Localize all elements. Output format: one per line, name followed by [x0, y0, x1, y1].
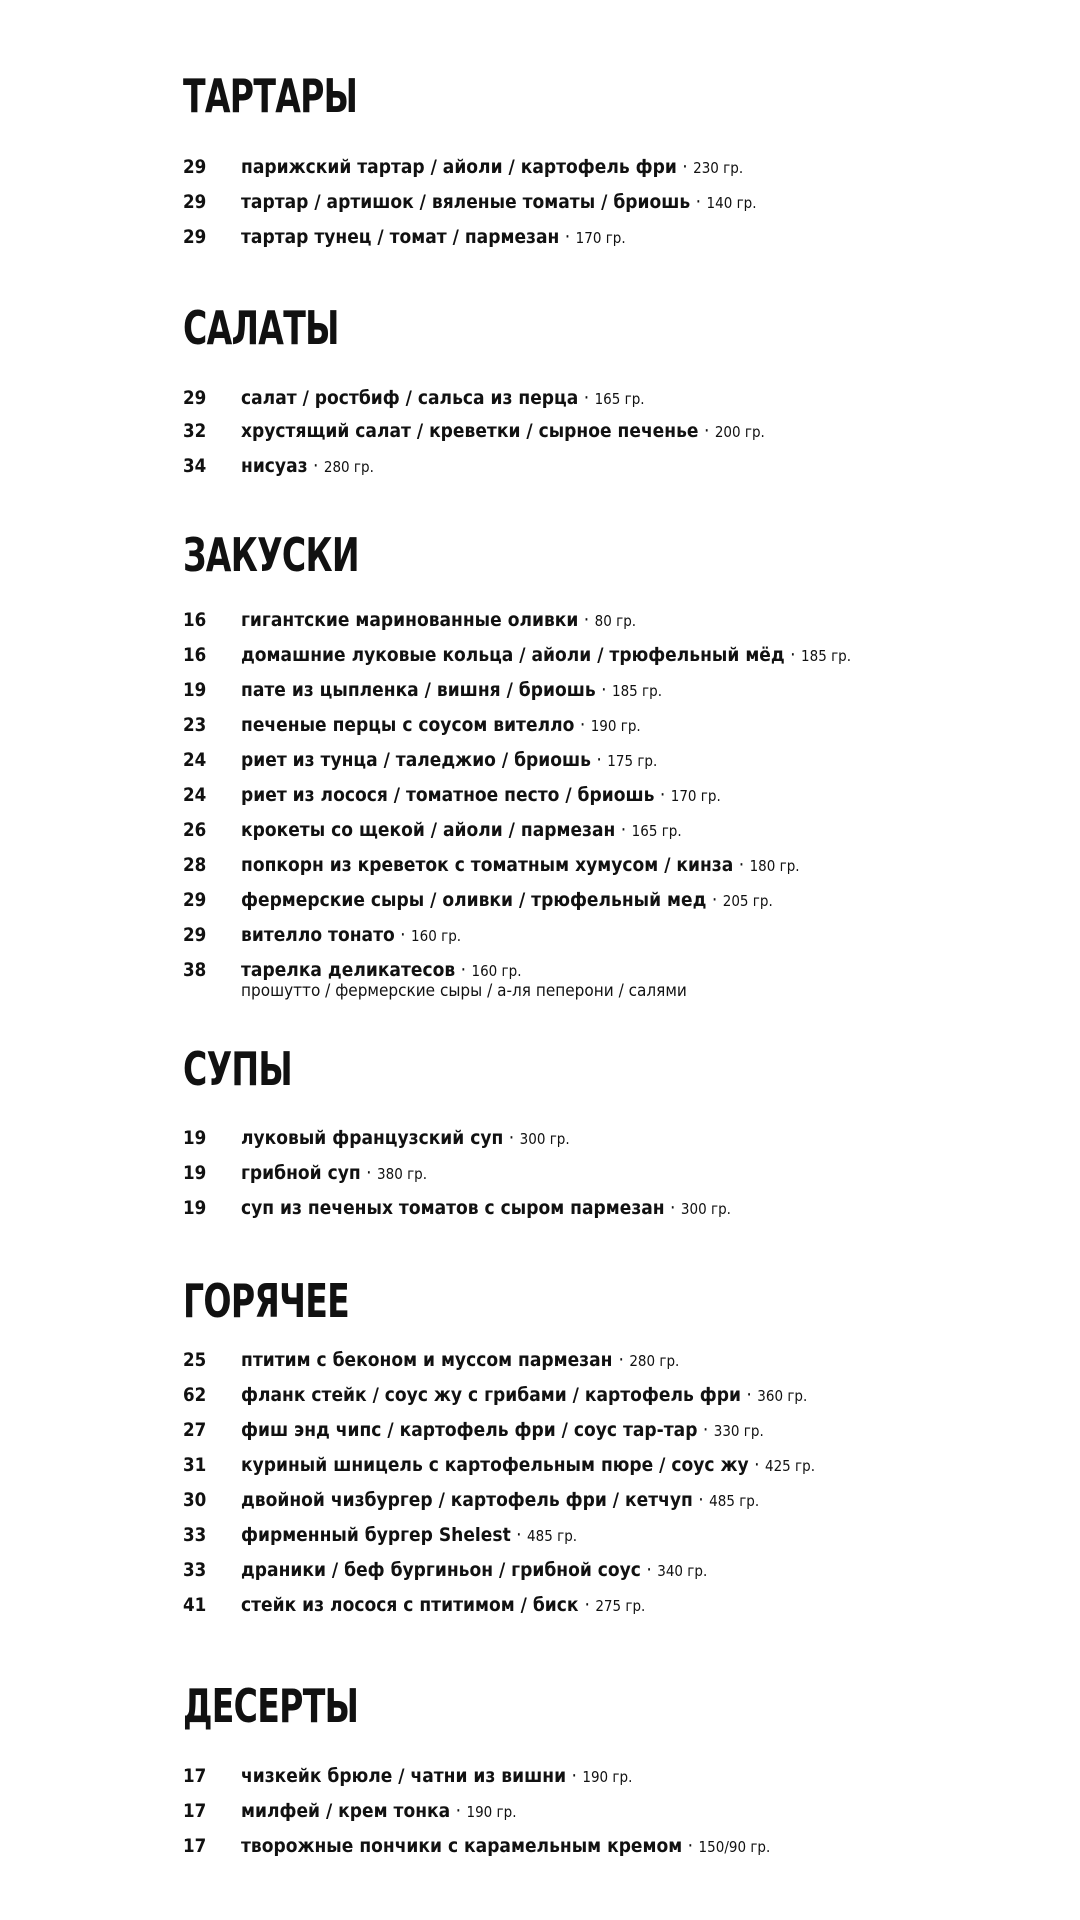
item-weight: 425 гр. [764, 1457, 816, 1475]
item-price: 19 [183, 1162, 207, 1184]
item-name: тартар тунец / томат / пармезан [241, 226, 560, 248]
item-line: домашние луковые кольца / айоли / трюфельный мёд · 185 гр. [241, 644, 852, 666]
menu-item [0, 709, 1080, 741]
item-price: 17 [183, 1835, 207, 1857]
item-line: фланк стейк / соус жу с грибами / картофель фри · 360 гр. [241, 1384, 808, 1406]
item-name: салат / ростбиф / сальса из перца [241, 387, 579, 409]
menu-item [0, 1589, 1080, 1621]
item-name: грибной суп [241, 1162, 361, 1184]
item-line: тарелка деликатесов · 160 гр. [241, 959, 522, 981]
menu-item [0, 1519, 1080, 1551]
menu-item [0, 221, 1080, 253]
item-weight: 175 гр. [607, 752, 658, 770]
menu-item [0, 639, 1080, 671]
menu-item [0, 1414, 1080, 1446]
item-weight: 180 гр. [749, 857, 800, 875]
item-weight: 340 гр. [657, 1562, 708, 1580]
menu-item [0, 1122, 1080, 1154]
item-price: 19 [183, 1127, 207, 1149]
item-name: тартар / артишок / вяленые томаты / бриошь [241, 191, 691, 213]
item-price: 25 [183, 1349, 207, 1371]
item-price: 17 [183, 1765, 207, 1787]
item-weight: 190 гр. [466, 1803, 517, 1821]
item-line: парижский тартар / айоли / картофель фри · 230 гр. [241, 156, 744, 178]
menu-item [0, 186, 1080, 218]
item-price: 26 [183, 819, 207, 841]
item-price: 30 [183, 1489, 207, 1511]
item-name: стейк из лосося с птитимом / биск [241, 1594, 585, 1616]
item-name: фланк стейк / соус жу с грибами / картофель фри [241, 1384, 741, 1406]
item-weight: 170 гр. [575, 229, 626, 247]
item-line: риет из лосося / томатное песто / бриошь · 170 гр. [241, 784, 721, 806]
menu-item [0, 415, 1080, 447]
item-name: пате из цыпленка / вишня / бриошь [241, 679, 596, 701]
item-weight: 170 гр. [670, 787, 721, 805]
menu-item [0, 919, 1080, 951]
menu-item [0, 151, 1080, 183]
item-name: суп из печеных томатов с сыром пармезан [241, 1197, 665, 1219]
menu-item [0, 779, 1080, 811]
item-name: тарелка деликатесов [241, 959, 456, 981]
item-weight: 165 гр. [594, 390, 645, 408]
item-name: попкорн из креветок с томатным хумусом / кинза [241, 854, 734, 876]
menu-item [0, 1192, 1080, 1224]
item-weight: 185 гр. [611, 682, 663, 700]
item-price: 19 [183, 1197, 207, 1219]
menu-item [0, 814, 1080, 846]
menu-item [0, 382, 1080, 414]
item-weight: 230 гр. [693, 159, 744, 177]
item-weight: 205 гр. [722, 892, 773, 910]
item-line: крокеты со щекой / айоли / пармезан · 165 гр. [241, 819, 682, 841]
item-price: 28 [183, 854, 207, 876]
menu-item [0, 1344, 1080, 1376]
item-price: 27 [183, 1419, 207, 1441]
item-line: хрустящий салат / креветки / сырное печенье · 200 гр. [241, 420, 765, 442]
item-price: 33 [183, 1524, 207, 1546]
item-line: милфей / крем тонка · 190 гр. [241, 1800, 517, 1822]
item-name: вителло тонато [241, 924, 395, 946]
item-line: луковый французский суп · 300 гр. [241, 1127, 570, 1149]
item-name: риет из тунца / таледжио / бриошь [241, 749, 591, 771]
item-line: пате из цыпленка / вишня / бриошь · 185 гр. [241, 679, 663, 701]
item-weight: 380 гр. [377, 1165, 428, 1183]
item-name: печеные перцы с соусом вителло [241, 714, 575, 736]
item-name: риет из лосося / томатное песто / бриошь [241, 784, 655, 806]
item-weight: 485 гр. [709, 1492, 760, 1510]
item-price: 16 [183, 609, 207, 631]
item-price: 16 [183, 644, 207, 666]
item-name: гигантские маринованные оливки [241, 609, 579, 631]
item-line: фермерские сыры / оливки / трюфельный мед · 205 гр. [241, 889, 773, 911]
item-line: грибной суп · 380 гр. [241, 1162, 428, 1184]
section-title: СУПЫ [183, 1042, 293, 1096]
item-weight: 300 гр. [519, 1130, 570, 1148]
item-name: домашние луковые кольца / айоли / трюфельный мёд [241, 644, 785, 666]
item-weight: 280 гр. [323, 458, 374, 476]
item-price: 33 [183, 1559, 207, 1581]
item-line: тартар тунец / томат / пармезан · 170 гр. [241, 226, 626, 248]
item-line: вителло тонато · 160 гр. [241, 924, 462, 946]
item-price: 41 [183, 1594, 207, 1616]
menu-item [0, 1760, 1080, 1792]
item-price: 34 [183, 455, 207, 477]
item-price: 19 [183, 679, 207, 701]
menu-item [0, 450, 1080, 482]
menu-item [0, 954, 1080, 1010]
item-line: чизкейк брюле / чатни из вишни · 190 гр. [241, 1765, 633, 1787]
item-name: крокеты со щекой / айоли / пармезан [241, 819, 616, 841]
item-line: гигантские маринованные оливки · 80 гр. [241, 609, 637, 631]
item-name: птитим с беконом и муссом пармезан [241, 1349, 619, 1371]
item-name: фиш энд чипс / картофель фри / соус тар-тар [241, 1419, 698, 1441]
item-name: парижский тартар / айоли / картофель фри [241, 156, 677, 178]
item-line: риет из тунца / таледжио / бриошь · 175 гр. [241, 749, 658, 771]
item-name: луковый французский суп [241, 1127, 504, 1149]
item-name: хрустящий салат / креветки / сырное печенье [241, 420, 699, 442]
item-weight: 160 гр. [471, 962, 522, 980]
section-title: САЛАТЫ [183, 301, 339, 355]
menu-item [0, 1830, 1080, 1862]
item-line: суп из печеных томатов с сыром пармезан · 300 гр. [241, 1197, 731, 1219]
item-line: попкорн из креветок с томатным хумусом / кинза · 180 гр. [241, 854, 800, 876]
menu-item [0, 1157, 1080, 1189]
item-weight: 190 гр. [590, 717, 641, 735]
item-price: 24 [183, 784, 207, 806]
item-price: 31 [183, 1454, 207, 1476]
item-price: 29 [183, 226, 207, 248]
item-name: куриный шницель с картофельным пюре / соус жу [241, 1454, 749, 1476]
item-line: фирменный бургер Shelest · 485 гр. [241, 1524, 578, 1546]
section-title: ДЕСЕРТЫ [183, 1679, 359, 1733]
item-weight: 280 гр. [629, 1352, 680, 1370]
item-line: драники / беф бургиньон / грибной соус · 340 гр. [241, 1559, 708, 1581]
item-line: стейк из лосося с птитимом / биск · 275 гр. [241, 1594, 646, 1616]
item-weight: 330 гр. [713, 1422, 764, 1440]
item-line: салат / ростбиф / сальса из перца · 165 гр. [241, 387, 645, 409]
item-weight: 140 гр. [706, 194, 757, 212]
item-weight: 80 гр. [594, 612, 637, 630]
item-price: 23 [183, 714, 207, 736]
item-line: печеные перцы с соусом вителло · 190 гр. [241, 714, 641, 736]
menu-item [0, 674, 1080, 706]
item-name: нисуаз [241, 455, 308, 477]
item-price: 24 [183, 749, 207, 771]
menu-item [0, 1484, 1080, 1516]
item-line: нисуаз · 280 гр. [241, 455, 374, 477]
section-title: ТАРТАРЫ [183, 69, 358, 123]
item-price: 29 [183, 924, 207, 946]
item-price: 29 [183, 191, 207, 213]
item-name: драники / беф бургиньон / грибной соус [241, 1559, 641, 1581]
item-line: творожные пончики с карамельным кремом · 150/90 гр. [241, 1835, 771, 1857]
item-name: творожные пончики с карамельным кремом [241, 1835, 683, 1857]
item-price: 62 [183, 1384, 207, 1406]
item-weight: 300 гр. [680, 1200, 731, 1218]
menu-item [0, 744, 1080, 776]
menu-item [0, 604, 1080, 636]
item-weight: 190 гр. [582, 1768, 633, 1786]
item-weight: 150/90 гр. [698, 1838, 771, 1856]
item-name: чизкейк брюле / чатни из вишни [241, 1765, 567, 1787]
item-price: 29 [183, 387, 207, 409]
item-price: 32 [183, 420, 207, 442]
item-line: фиш энд чипс / картофель фри / соус тар-тар · 330 гр. [241, 1419, 764, 1441]
item-line: тартар / артишок / вяленые томаты / бриошь · 140 гр. [241, 191, 757, 213]
item-price: 29 [183, 156, 207, 178]
menu-item [0, 1554, 1080, 1586]
item-weight: 360 гр. [757, 1387, 808, 1405]
menu-item [0, 849, 1080, 881]
item-description: прошутто / фермерские сыры / а-ля пеперони / салями [241, 981, 687, 1001]
item-weight: 160 гр. [411, 927, 462, 945]
item-name: фирменный бургер Shelest [241, 1524, 511, 1546]
menu-item [0, 1449, 1080, 1481]
item-weight: 485 гр. [527, 1527, 578, 1545]
item-name: двойной чизбургер / картофель фри / кетчуп [241, 1489, 693, 1511]
menu-item [0, 1795, 1080, 1827]
section-title: ЗАКУСКИ [183, 528, 359, 582]
item-line: птитим с беконом и муссом пармезан · 280 гр. [241, 1349, 680, 1371]
item-weight: 185 гр. [801, 647, 852, 665]
item-line: двойной чизбургер / картофель фри / кетчуп · 485 гр. [241, 1489, 760, 1511]
menu-item [0, 1379, 1080, 1411]
item-weight: 200 гр. [714, 423, 765, 441]
item-name: фермерские сыры / оливки / трюфельный мед [241, 889, 707, 911]
item-name: милфей / крем тонка [241, 1800, 451, 1822]
item-price: 29 [183, 889, 207, 911]
item-line: куриный шницель с картофельным пюре / соус жу · 425 гр. [241, 1454, 816, 1476]
item-price: 38 [183, 959, 207, 981]
item-weight: 165 гр. [631, 822, 682, 840]
menu-item [0, 884, 1080, 916]
section-title: ГОРЯЧЕЕ [183, 1274, 350, 1328]
item-weight: 275 гр. [595, 1597, 646, 1615]
item-price: 17 [183, 1800, 207, 1822]
